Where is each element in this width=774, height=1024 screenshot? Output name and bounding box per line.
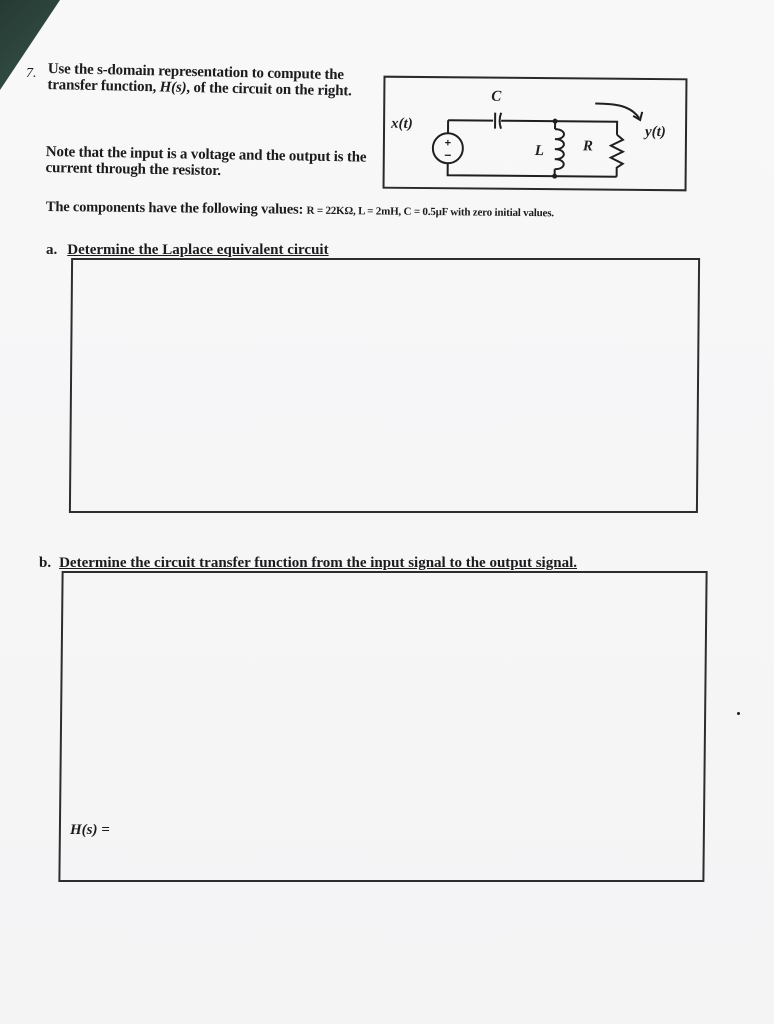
part-b-heading	[39, 555, 577, 572]
source-plus-sign: +	[444, 137, 452, 150]
part-b-answer-box[interactable]	[58, 571, 707, 882]
scan-speck	[737, 712, 740, 715]
input-label: x(t)	[391, 115, 413, 132]
source-minus-sign: −	[444, 148, 452, 163]
rlc-circuit-schematic	[384, 78, 689, 194]
component-values: The components have the following values: R = 22KΩ, L = 2mH, C = 0.5μF with zero initial values.	[45, 199, 554, 220]
transfer-function-symbol: H(s)	[159, 79, 187, 96]
question-note: Note that the input is a voltage and the output is the current through the resistor.	[45, 144, 367, 180]
resistor-label: R	[582, 138, 593, 155]
question-intro: Use the s-domain representation to compute the transfer function, H(s), of the circuit on the right.	[47, 61, 352, 100]
part-a-prompt: Determine the Laplace equivalent circuit	[67, 242, 329, 258]
transfer-function-answer-label: H(s) =	[70, 822, 110, 838]
part-a-answer-box[interactable]	[69, 258, 700, 513]
part-a-letter: a.	[46, 242, 58, 258]
part-b-letter: b.	[39, 555, 52, 571]
part-a-heading	[46, 242, 329, 259]
component-values-list: R = 22KΩ, L = 2mH, C = 0.5μF with zero initial values.	[306, 204, 554, 220]
question-number: 7.	[26, 66, 37, 81]
output-label: y(t)	[644, 123, 666, 141]
circuit-diagram	[383, 76, 688, 192]
capacitor-label: C	[491, 88, 502, 105]
part-b-prompt: Determine the circuit transfer function from the input signal to the output signal.	[59, 555, 577, 571]
inductor-label: L	[534, 142, 545, 160]
